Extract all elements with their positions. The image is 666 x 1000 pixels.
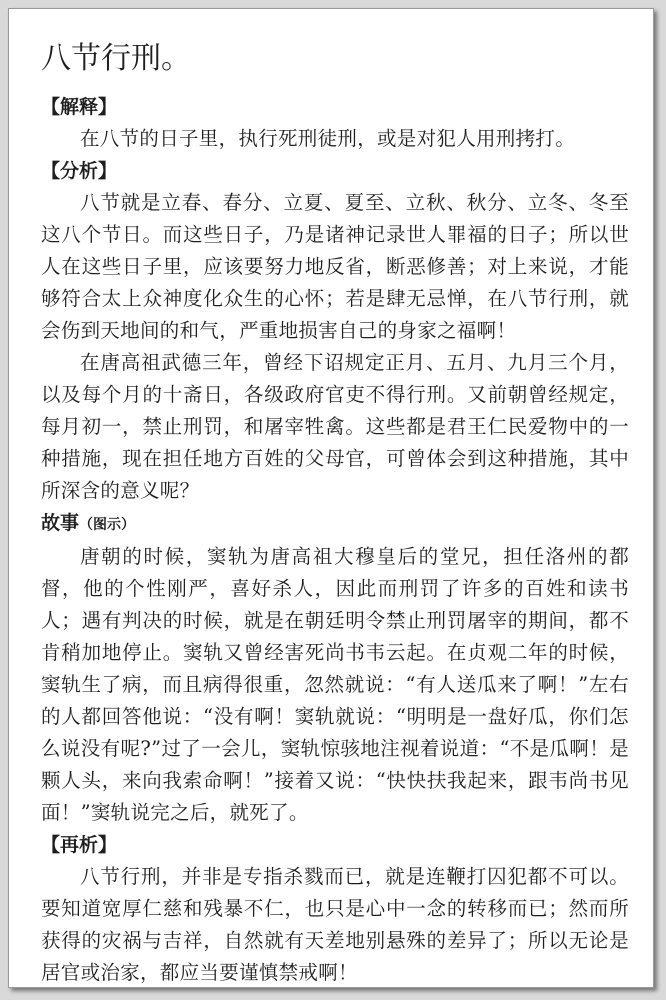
analysis-heading: 【分析】 [41,160,118,182]
story-heading [41,507,629,541]
page-title: 八节行刑。 [41,41,191,76]
story-heading-note: （图示） [79,517,136,533]
book-page [8,8,654,988]
reanalysis-paragraph: 八节行刑，并非是专指杀戮而已，就是连鞭打囚犯都不可以。要知道宽厚仁慈和残暴不仁，也只是心中一念的转移而已；然而所获得的灾祸与吉祥，自然就有天差地别悬殊的差异了；所以无论是居官或治家，都应当要谨慎禁戒啊！ [41,865,629,984]
story-heading-label: 故事 [41,512,80,534]
explain-paragraph: 在八节的日子里，执行死刑徒刑，或是对犯人用刑拷打。 [80,127,576,150]
explain-heading: 【解释】 [41,96,118,118]
page-content [41,39,629,989]
reanalysis-heading: 【再析】 [41,834,118,856]
analysis-paragraph-2: 在唐高祖武德三年，曾经下诏规定正月、五月、九月三个月，以及每个月的十斋日，各级政府官吏不得行刑。又前朝曾经规定，每月初一，禁止刑罚，和屠宰牲禽。这些都是君王仁民爱物中的一种措施，现在担任地方百姓的父母官，可曾体会到这种措施，其中所深含的意义呢？ [41,351,629,502]
story-paragraph: 唐朝的时候，窦轨为唐高祖大穆皇后的堂兄，担任洛州的都督，他的个性刚严，喜好杀人，因此而刑罚了许多的百姓和读书人；遇有判决的时候，就是在朝廷明令禁止刑罚屠宰的期间，都不肯稍加地停止。窦轨又曾经害死尚书韦云起。在贞观二年的时候，窦轨生了病，而且病得很重，忽然就说：“有人送瓜来了啊！”左右的人都回答他说：“没有啊！窦轨就说：“明明是一盘好瓜，你们怎么说没有呢?”过了一会儿，窦轨惊骇地注视着说道：“不是瓜啊！是颗人头，来向我索命啊！”接着又说：“快快扶我起来，跟韦尚书见面！”窦轨说完之后，就死了。 [41,545,629,824]
analysis-paragraph-1: 八节就是立春、春分、立夏、夏至、立秋、秋分、立冬、冬至这八个节日。而这些日子，乃是诸神记录世人罪福的日子；所以世人在这些日子里，应该要努力地反省，断恶修善；对上来说，才能够符合太上众神度化众生的心怀；若是肆无忌惮，在八节行刑，就会伤到天地间的和气，严重地损害自己的身家之福啊！ [41,191,629,342]
